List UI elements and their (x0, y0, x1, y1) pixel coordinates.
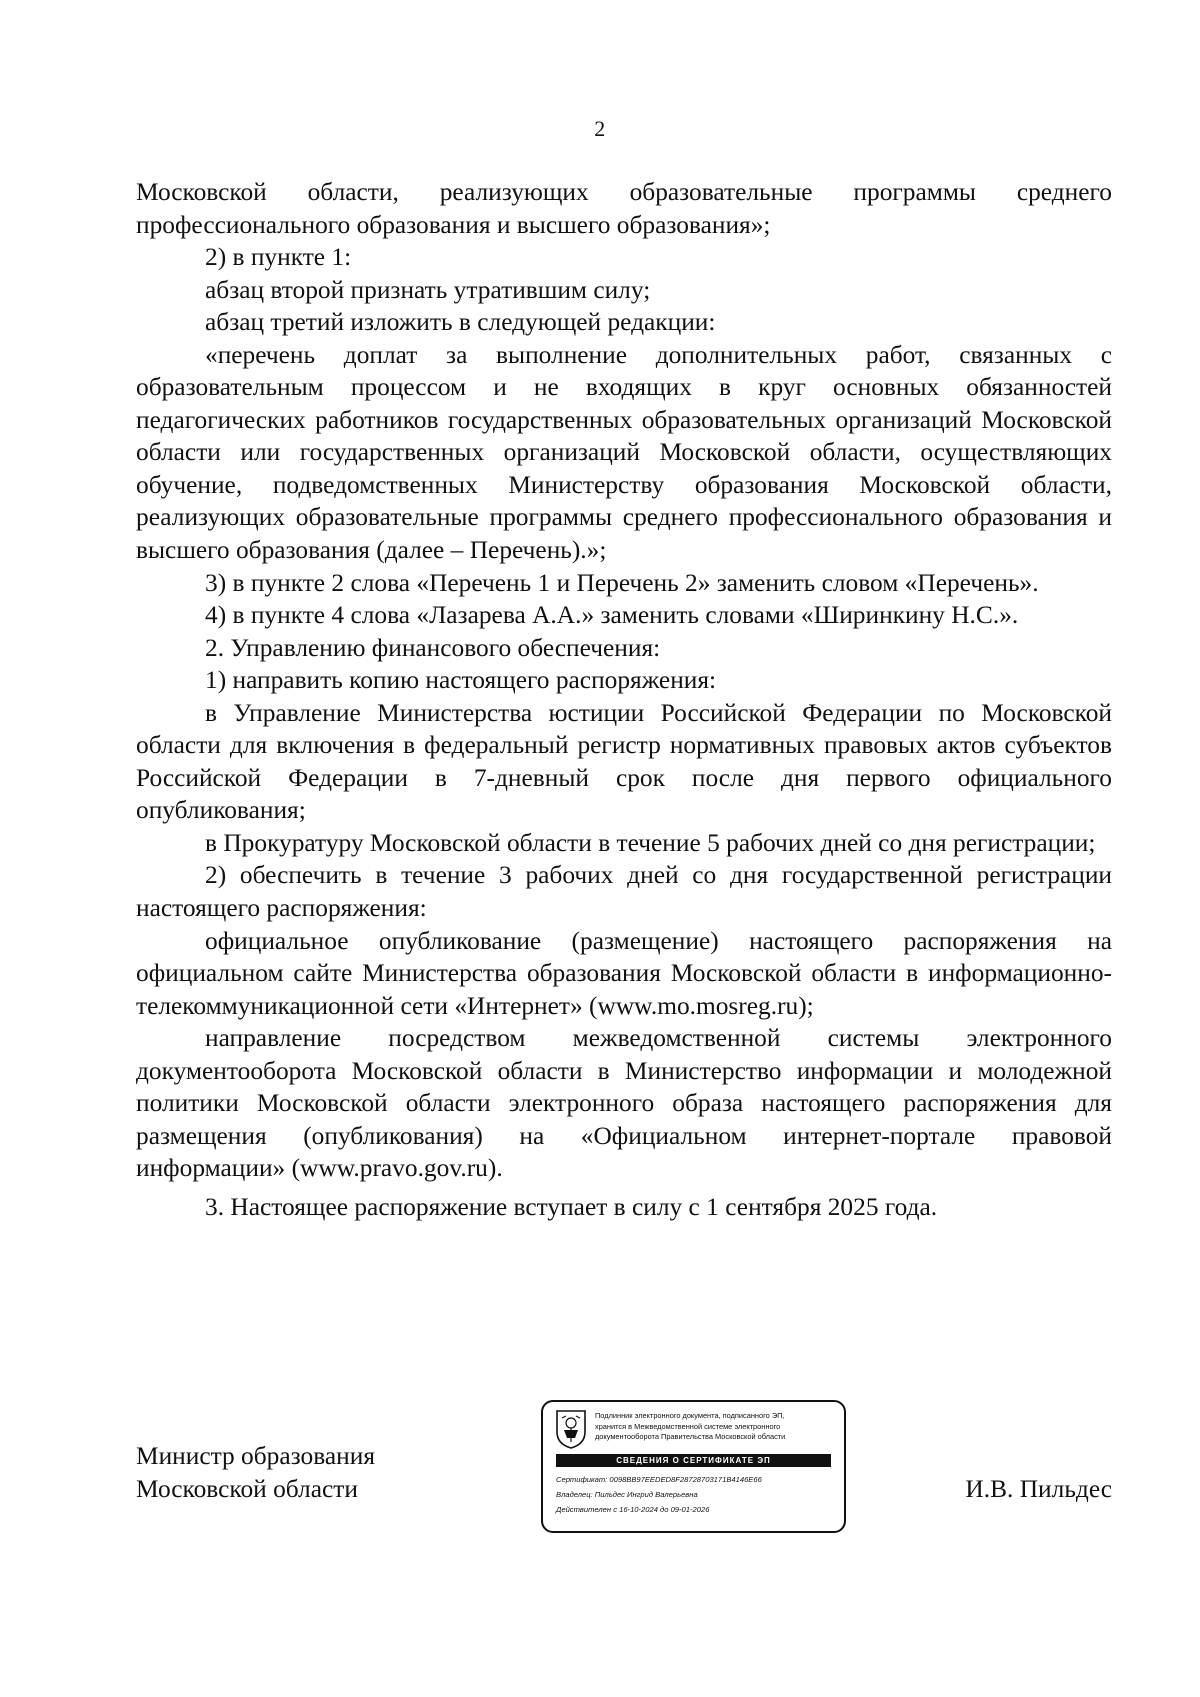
section-2-item-1: 1) направить копию настоящего распоряжения: (205, 666, 717, 695)
section-2-item-2: 2) обеспечить в течение 3 рабочих дней со дня государственной регистрации настоящего распоряжения: (136, 861, 1112, 923)
electronic-signature-stamp (541, 1400, 846, 1533)
item-2-paragraph-two: абзац второй признать утратившим силу; (205, 275, 651, 304)
stamp-header-line: Подлинник электронного документа, подписанного ЭП, (595, 1411, 785, 1420)
page-number: 2 (594, 116, 606, 141)
position-line-2: Московской области (136, 1475, 358, 1503)
stamp-details (556, 1472, 838, 1517)
publication-paragraph: официальное опубликование (размещение) настоящего распоряжения на официальном сайте Министерства образования Московской области в информационно-телекоммуникационной сети «Интернет» (www.mo.mosreg.ru); (136, 926, 1112, 1020)
item-2-paragraph-three: абзац третий изложить в следующей редакции: (205, 308, 716, 337)
item-3: 3) в пункте 2 слова «Перечень 1 и Перечень 2» заменить словом «Перечень». (205, 568, 1039, 597)
direction-paragraph: направление посредством межведомственной системы электронного документооборота Московской области в Министерство информации и молодежной политики Московской области электронного образа настоящего распоряжения для размещения (опубликования) на «Официальном интернет-портале правовой информации» (www.pravo.gov.ru). (136, 1024, 1112, 1183)
position-line-1: Министр образования (136, 1442, 375, 1470)
signature-position (136, 1440, 375, 1506)
continuation-line-end: профессионального образования и высшего образования»; (136, 210, 771, 239)
prosecutor-paragraph: в Прокуратуру Московской области в течение 5 рабочих дней со дня регистрации; (205, 828, 1096, 857)
item-2-heading: 2) в пункте 1: (205, 243, 352, 272)
new-list-definition: «перечень доплат за выполнение дополнительных работ, связанных с образовательным процессом и не входящих в круг основных обязанностей педагогических работников государственных образовательных организаций Московской области или государственных организаций Московской области, осуществляющих обучение, подведомственных Министерству образования Московской области, реализующих образовательные программы среднего профессионального образования и высшего образования (далее – Перечень).»; (136, 340, 1112, 565)
certificate-validity: Действителен с 16-10-2024 до 09-01-2026 (556, 1505, 710, 1514)
stamp-title-bar: СВЕДЕНИЯ О СЕРТИФИКАТЕ ЭП (556, 1454, 831, 1467)
section-3: 3. Настоящее распоряжение вступает в силу с 1 сентября 2025 года. (205, 1192, 938, 1221)
certificate-owner: Владелец: Пильдес Ингрид Валерьевна (556, 1490, 698, 1499)
document-body (136, 176, 1112, 1224)
stamp-header-line: документооборота Правительства Московской области (595, 1432, 786, 1441)
stamp-header (595, 1411, 836, 1443)
minjust-paragraph: в Управление Министерства юстиции Российской Федерации по Московской области для включения в федеральный регистр нормативных правовых актов субъектов Российской Федерации в 7-дневный срок после дня первого официального опубликования; (136, 698, 1112, 825)
item-4: 4) в пункте 4 слова «Лазарева А.А.» заменить словами «Ширинкину Н.С.». (205, 601, 1019, 630)
continuation-line: Московской области, реализующих образовательные программы среднего (136, 178, 1112, 206)
signer-name: И.В. Пильдес (965, 1475, 1112, 1503)
coat-of-arms-icon (553, 1408, 589, 1450)
certificate-number: Сертификат: 0098BB97EEDED8F28728703171B4146E66 (556, 1475, 762, 1484)
stamp-header-line: хранится в Межведомственной системе электронного (595, 1421, 781, 1431)
section-2-heading: 2. Управлению финансового обеспечения: (205, 633, 661, 662)
